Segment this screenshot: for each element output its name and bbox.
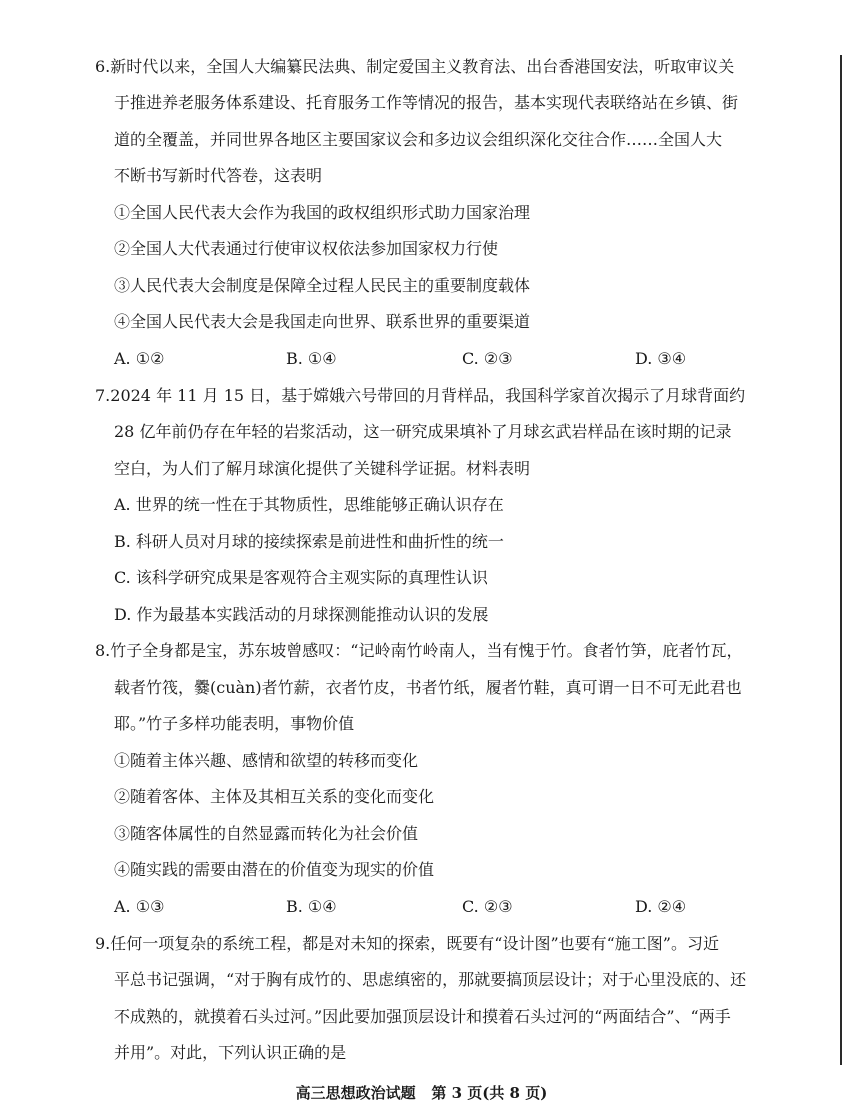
question-7-stem-line: 28 亿年前仍存在年轻的岩浆活动，这一研究成果填补了月球玄武岩样品在该时期的记录 [114,422,732,441]
question-6-statement-1: ①全国人民代表大会作为我国的政权组织形式助力国家治理 [114,203,531,222]
option-c: C. ②③ [462,897,513,916]
question-7-option-c: C. 该科学研究成果是客观符合主观实际的真理性认识 [114,568,488,587]
question-7-stem-line: 空白，为人们了解月球演化提供了关键科学证据。材料表明 [114,459,531,478]
option-d: D. ③④ [635,349,687,368]
option-b: B. ①④ [286,897,337,916]
question-7-option-d: D. 作为最基本实践活动的月球探测能推动认识的发展 [114,605,489,624]
question-9-stem-line: 平总书记强调，“对于胸有成竹的、思虑缜密的，那就要搞顶层设计；对于心里没底的、还 [114,970,747,989]
option-b: B. ①④ [286,349,337,368]
option-c: C. ②③ [462,349,513,368]
question-8-statement-2: ②随着客体、主体及其相互关系的变化而变化 [114,787,435,806]
question-8-statement-1: ①随着主体兴趣、感情和欲望的转移而变化 [114,751,419,770]
option-a: A. ①③ [114,897,165,916]
question-8-stem-line: 8.竹子全身都是宝，苏东坡曾感叹：“记岭南竹岭南人，当有愧于竹。食者竹笋，庇者竹瓦， [95,641,743,660]
question-6-stem-line: 道的全覆盖，并同世界各地区主要国家议会和多边议会组织深化交往合作……全国人大 [114,130,723,149]
page-footer [0,1083,843,1103]
question-6-statement-2: ②全国人大代表通过行使审议权依法参加国家权力行使 [114,239,499,258]
question-6-stem-line: 6.新时代以来，全国人大编纂民法典、制定爱国主义教育法、出台香港国安法，听取审议关 [95,57,735,76]
question-7-option-b: B. 科研人员对月球的接续探索是前进性和曲折性的统一 [114,532,504,551]
right-margin-rule [840,55,842,1065]
question-9-stem-line: 不成熟的，就摸着石头过河。”因此要加强顶层设计和摸着石头过河的“两面结合”、“两手 [114,1007,731,1026]
question-6-statement-4: ④全国人民代表大会是我国走向世界、联系世界的重要渠道 [114,312,531,331]
question-8-statement-3: ③随客体属性的自然显露而转化为社会价值 [114,824,419,843]
question-7-stem-line: 7.2024 年 11 月 15 日，基于嫦娥六号带回的月背样品，我国科学家首次揭示了月球背面约 [95,386,746,405]
question-8-stem-line: 载者竹筏，爨(cuàn)者竹薪，衣者竹皮，书者竹纸，履者竹鞋，真可谓一日不可无此君也 [114,678,742,697]
question-6-stem-line: 于推进养老服务体系建设、托育服务工作等情况的报告，基本实现代表联络站在乡镇、街 [114,93,739,112]
question-6-statement-3: ③人民代表大会制度是保障全过程人民民主的重要制度载体 [114,276,531,295]
question-8-stem-line: 耶。”竹子多样功能表明，事物价值 [114,714,355,733]
question-6-stem-line: 不断书写新时代答卷，这表明 [114,166,323,185]
question-6-options [114,349,754,369]
question-9-stem-line: 9.任何一项复杂的系统工程，都是对未知的探索，既要有“设计图”也要有“施工图”。习近 [95,934,719,953]
question-9-stem-line: 并用”。对此，下列认识正确的是 [114,1043,347,1062]
option-d: D. ②④ [635,897,687,916]
question-8-statement-4: ④随实践的需要由潜在的价值变为现实的价值 [114,860,435,879]
footer-subject: 高三思想政治试题 [295,1084,416,1102]
footer-page-number: 第 3 页(共 8 页) [431,1084,548,1102]
question-7-option-a: A. 世界的统一性在于其物质性，思维能够正确认识存在 [114,495,504,514]
option-a: A. ①② [114,349,165,368]
question-8-options [114,897,754,917]
